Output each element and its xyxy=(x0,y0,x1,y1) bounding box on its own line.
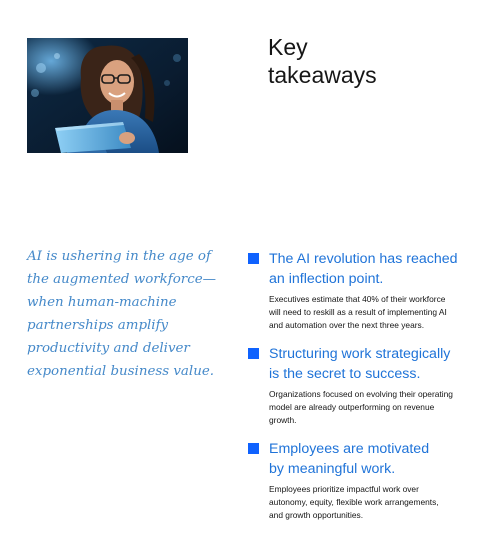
page-title-line-1: Key xyxy=(268,34,308,60)
takeaway-body xyxy=(269,293,447,332)
takeaway-body-line: growth. xyxy=(269,415,297,425)
takeaway-body-line: Employees prioritize impactful work over xyxy=(269,484,419,494)
takeaway-body xyxy=(269,483,439,522)
takeaway-title-line: is the secret to success. xyxy=(269,366,421,382)
takeaway-title-line: Employees are motivated xyxy=(269,441,430,457)
takeaway-body xyxy=(269,388,453,427)
takeaway-title xyxy=(269,344,450,384)
takeaway-body-line: Executives estimate that 40% of their workforce xyxy=(269,294,446,304)
page-title-line-2: takeaways xyxy=(268,62,377,88)
quote-line: productivity and deliver xyxy=(27,341,190,356)
takeaway-title-line: Structuring work strategically xyxy=(269,346,451,362)
takeaway-body-line: model are already outperforming on revenue xyxy=(269,402,435,412)
square-bullet-icon xyxy=(248,348,259,359)
quote-line: AI is ushering in the age of xyxy=(27,249,211,264)
takeaway-body-line: Organizations focused on evolving their operating xyxy=(269,389,453,399)
takeaway-title xyxy=(269,249,458,289)
takeaway-body-line: will need to reskill as a result of implementing AI xyxy=(269,307,447,317)
quote-line: partnerships amplify xyxy=(27,318,169,333)
quote-line: exponential business value. xyxy=(27,364,215,379)
takeaway-title-line: The AI revolution has reached xyxy=(269,251,458,267)
takeaway-title-line: by meaningful work. xyxy=(269,461,396,477)
takeaway-title-line: an inflection point. xyxy=(269,271,384,287)
takeaway-body-line: and growth opportunities. xyxy=(269,510,364,520)
takeaway-body-line: and automation over the next three years. xyxy=(269,320,425,330)
square-bullet-icon xyxy=(248,253,259,264)
square-bullet-icon xyxy=(248,443,259,454)
pull-quote xyxy=(27,245,227,383)
quote-line: when human-machine xyxy=(27,295,177,310)
quote-line: the augmented workforce— xyxy=(27,272,217,287)
hero-photo xyxy=(27,38,188,153)
takeaway-title xyxy=(269,439,429,479)
takeaway-body-line: autonomy, equity, flexible work arrangements, xyxy=(269,497,439,507)
page-title xyxy=(268,33,377,89)
